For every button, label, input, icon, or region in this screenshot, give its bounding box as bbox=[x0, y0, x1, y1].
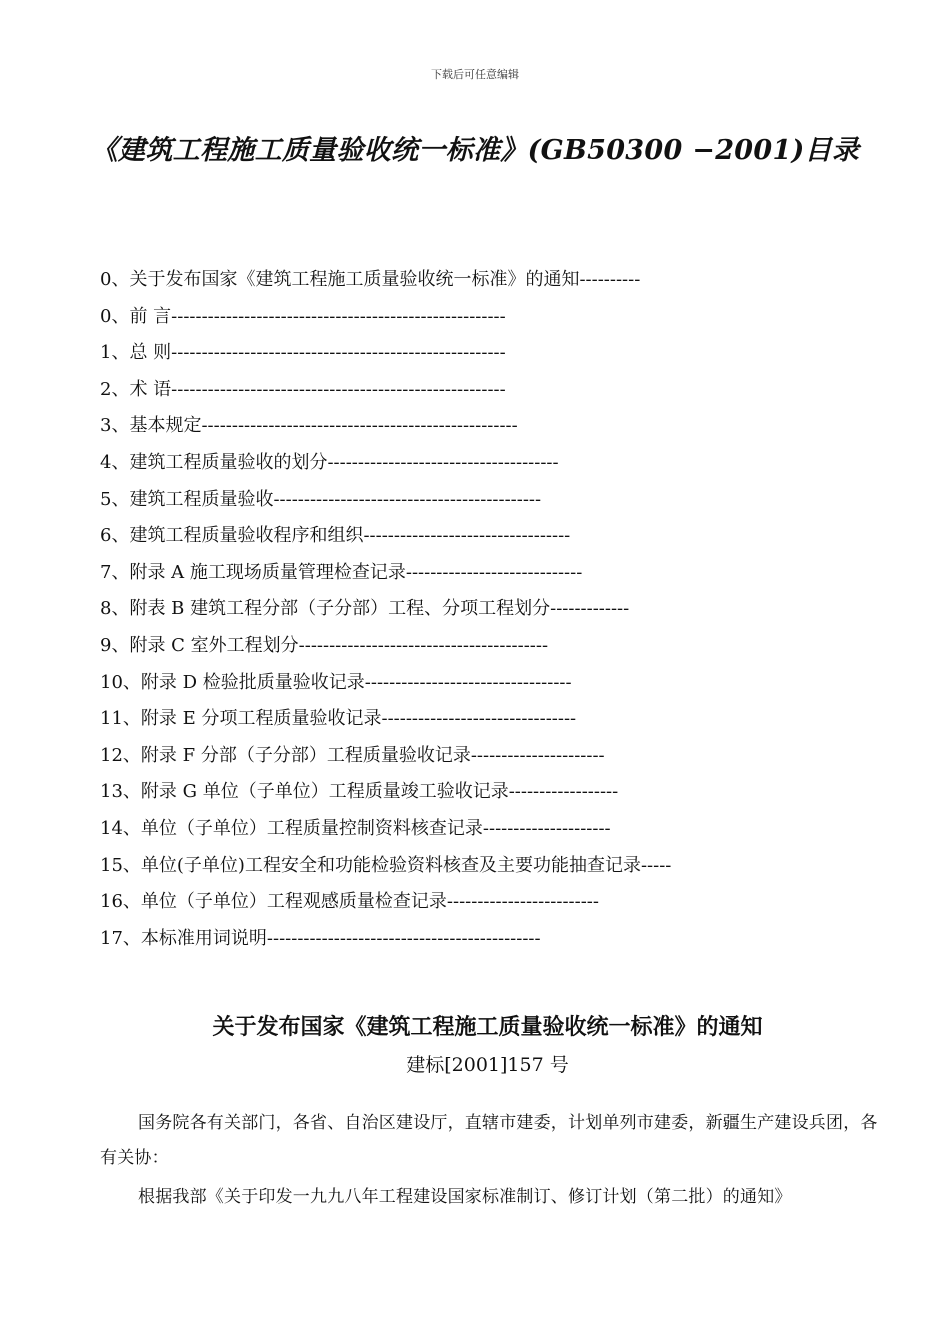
notice-paragraph: 根据我部《关于印发一九九八年工程建设国家标准制订、修订计划（第二批）的通知》 bbox=[138, 1187, 792, 1207]
toc-entry[interactable]: 13、附录 G 单位（子单位）工程质量竣工验收记录------------------ bbox=[100, 781, 619, 803]
notice-title: 关于发布国家《建筑工程施工质量验收统一标准》的通知 bbox=[212, 1014, 763, 1040]
toc-entry[interactable]: 3、基本规定---------------------------------------------------- bbox=[100, 415, 518, 437]
toc-entry[interactable]: 15、单位(子单位)工程安全和功能检验资料核查及主要功能抽查记录----- bbox=[100, 854, 672, 876]
toc-entry[interactable]: 14、单位（子单位）工程质量控制资料核查记录--------------------- bbox=[100, 817, 611, 839]
toc-entry[interactable]: 9、附录 C 室外工程划分----------------------------------------- bbox=[100, 634, 549, 656]
notice-paragraph: 国务院各有关部门，各省、自治区建设厅，直辖市建委，计划单列市建委，新疆生产建设兵团，各有关协： bbox=[100, 1113, 878, 1168]
toc-entry[interactable]: 8、附表 B 建筑工程分部（子分部）工程、分项工程划分------------- bbox=[100, 598, 630, 620]
toc-entry[interactable]: 2、术 语------------------------------------------------------- bbox=[100, 378, 506, 400]
toc-entry[interactable]: 6、建筑工程质量验收程序和组织---------------------------------- bbox=[100, 525, 571, 547]
toc-entry[interactable]: 16、单位（子单位）工程观感质量检查记录------------------------- bbox=[100, 891, 599, 913]
toc-entry[interactable]: 7、附录 A 施工现场质量管理检查记录----------------------------- bbox=[100, 561, 583, 583]
toc-entry[interactable]: 5、建筑工程质量验收-------------------------------------------- bbox=[100, 488, 542, 510]
header-note: 下载后可任意编辑 bbox=[431, 68, 519, 81]
toc-entry[interactable]: 0、关于发布国家《建筑工程施工质量验收统一标准》的通知---------- bbox=[100, 269, 641, 290]
toc-entry[interactable]: 12、附录 F 分部（子分部）工程质量验收记录---------------------- bbox=[100, 744, 605, 766]
table-of-contents bbox=[100, 262, 840, 957]
toc-entry[interactable]: 11、附录 E 分项工程质量验收记录-------------------------------- bbox=[100, 708, 577, 730]
document-title: 《建筑工程施工质量验收统一标准》(GB50300 −2001)目录 bbox=[90, 135, 860, 166]
toc-entry[interactable]: 10、附录 D 检验批质量验收记录---------------------------------- bbox=[100, 671, 572, 693]
toc-entry[interactable]: 17、本标准用词说明--------------------------------------------- bbox=[100, 927, 541, 949]
toc-entry[interactable]: 0、前 言------------------------------------------------------- bbox=[100, 305, 506, 327]
toc-entry[interactable]: 1、总 则------------------------------------------------------- bbox=[100, 342, 506, 364]
toc-entry[interactable]: 4、建筑工程质量验收的划分-------------------------------------- bbox=[100, 451, 559, 473]
notice-document-number: 建标[2001]157 号 bbox=[406, 1054, 569, 1076]
